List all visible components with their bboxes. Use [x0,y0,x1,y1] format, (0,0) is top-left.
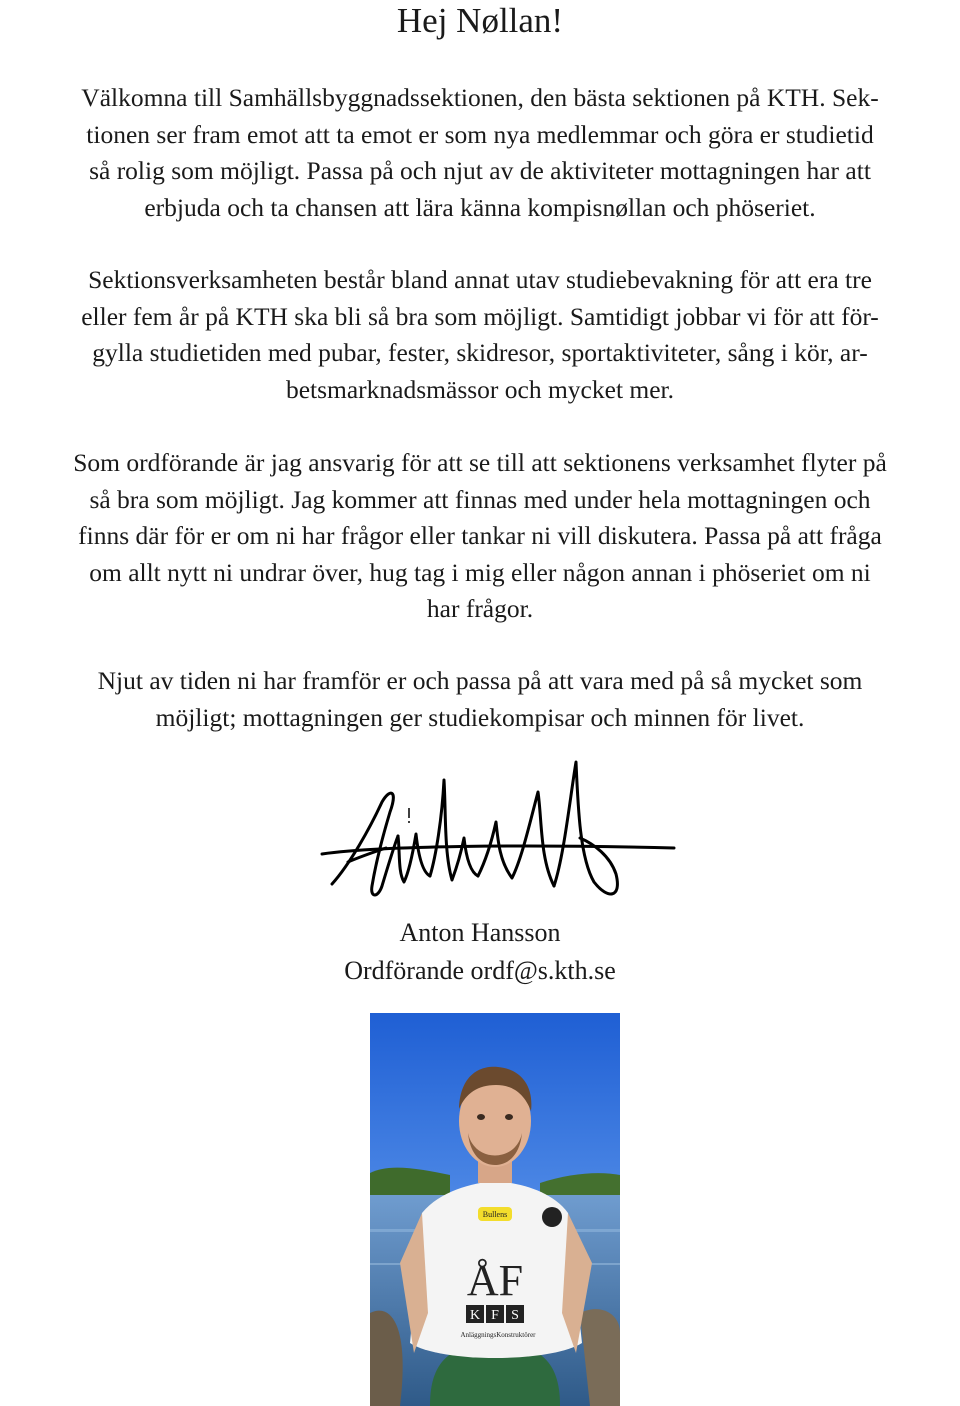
text-line: Välkomna till Samhällsbyggnadssektionen, den bästa sektionen på KTH. Sek- [81,83,879,112]
page-title: Hej Nøllan! [396,1,564,40]
text-line: om allt nytt ni undrar över, hug tag i mig eller någon annan i phöseriet om ni [89,557,871,587]
text-line: erbjuda och ta chansen att lära känna kompisnøllan och phöseriet. [144,192,816,222]
paragraph-welcome [0,80,960,226]
text-line: finns där för er om ni har frågor eller tankar ni vill diskutera. Passa på att fråga [78,521,882,550]
shirt-caption: AnläggningsKonstruktörer [460,1331,536,1339]
text-line: tionen ser fram emot att ta emot er som nya medlemmar och göra er studietid [86,119,874,149]
text-line: så rolig som möjligt. Passa på och njut av de aktiviteter mottagningen har att [89,156,871,185]
text-line: gylla studietiden med pubar, fester, skidresor, sportaktiviteter, sång i kör, ar- [92,338,868,367]
text-line: Njut av tiden ni har framför er och passa på att vara med på så mycket som [97,666,863,695]
shirt-badge-text: Bullens [482,1210,508,1219]
portrait-photo [370,1013,620,1406]
text-line: Sektionsverksamheten består bland annat utav studiebevakning för att era tre [88,265,872,294]
text-line: så bra som möjligt. Jag kommer att finnas med under hela mottagningen och [89,484,871,514]
paragraph-closing [0,663,960,736]
shirt-letter: F [491,1308,499,1323]
text-line: har frågor. [426,594,534,623]
text-line: Som ordförande är jag ansvarig för att se till att sektionens verksamhet flyter på [73,448,887,477]
shirt-letter: S [511,1308,519,1323]
paragraph-activities [0,262,960,408]
shirt-logo-text: ÅF [466,1256,524,1305]
signer-name: Anton Hansson [399,918,561,947]
signer-role-email: Ordförande ordf@s.kth.se [344,956,616,985]
paragraph-chairman [0,445,960,628]
text-line: eller fem år på KTH ska bli så bra som möjligt. Samtidigt jobbar vi för att för- [81,301,879,331]
text-line: möjligt; mottagningen ger studiekompisar och minnen för livet. [155,702,805,732]
shirt-letter: K [469,1308,481,1323]
handwritten-signature [318,752,678,932]
text-line: betsmarknadsmässor och mycket mer. [285,374,675,404]
